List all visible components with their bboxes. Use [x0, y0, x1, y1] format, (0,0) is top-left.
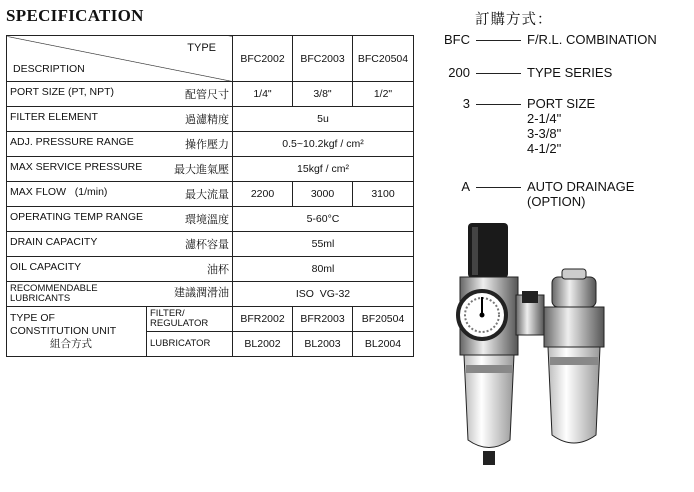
- row-label-en: [10, 284, 98, 304]
- ordering-code: 200: [448, 65, 470, 80]
- header-type-label: TYPE: [187, 42, 216, 54]
- model-header: BFC20504: [353, 36, 414, 82]
- filter-regulator-label: [147, 307, 233, 332]
- model-header: BFC2003: [293, 36, 353, 82]
- row-label-zh: 最大流量: [185, 189, 229, 201]
- row-label-en: MAX SERVICE PRESSURE: [10, 161, 143, 173]
- operating-temp-row: [7, 207, 414, 232]
- row-label-zh: 過濾精度: [185, 114, 229, 126]
- lubricants-row: [7, 282, 414, 307]
- ordering-line: 4-1/2": [527, 141, 562, 156]
- ordering-code: A: [461, 179, 470, 194]
- adj-pressure-row: [7, 132, 414, 157]
- port-size-row: [7, 82, 414, 107]
- header-row: [7, 36, 414, 82]
- ordering-desc: [527, 96, 595, 156]
- frl-unit-illustration: [448, 215, 628, 485]
- row-label-zh: 建議潤滑油: [174, 287, 229, 299]
- model-header: BFC2002: [233, 36, 293, 82]
- max-pressure-row: [7, 157, 414, 182]
- ordering-item: [440, 179, 634, 209]
- cell-value: BFR2002: [233, 307, 293, 332]
- filter-label-line1: FILTER/: [150, 308, 185, 319]
- constitution-line2: CONSTITUTION UNIT: [10, 325, 117, 337]
- cell-value: BL2002: [233, 332, 293, 357]
- drain-valve: [483, 451, 495, 465]
- cell-value: 3100: [353, 182, 414, 207]
- row-label-en: DRAIN CAPACITY: [10, 236, 98, 248]
- constitution-zh: 組合方式: [50, 338, 92, 350]
- row-label-en: FILTER ELEMENT: [10, 111, 98, 123]
- ordering-line: AUTO DRAINAGE: [527, 179, 635, 194]
- cell-value: 5u: [233, 107, 414, 132]
- lubricator-label: LUBRICATOR: [147, 332, 233, 357]
- cell-value: 3/8": [293, 82, 353, 107]
- row-label-en: ADJ. PRESSURE RANGE: [10, 136, 134, 148]
- cell-value: BFR2003: [293, 307, 353, 332]
- ordering-dash: [476, 40, 521, 41]
- header-description-label: DESCRIPTION: [13, 63, 85, 75]
- lubricator-body: [544, 307, 604, 347]
- cell-value: 80ml: [233, 257, 414, 282]
- constitution-label-cell: [7, 307, 147, 357]
- header-diagonal-cell: [7, 36, 233, 82]
- ordering-item: [440, 32, 657, 47]
- ordering-item: [440, 65, 612, 80]
- row-label-zh: 油杯: [207, 264, 229, 276]
- cell-value: 2200: [233, 182, 293, 207]
- cell-value: BL2003: [293, 332, 353, 357]
- row-label-en: MAX FLOW (1/min): [10, 186, 108, 198]
- ordering-dash: [476, 187, 521, 188]
- constitution-line1: TYPE OF: [10, 312, 55, 324]
- row-label-zh: 環境溫度: [185, 214, 229, 226]
- lubricants-line1: RECOMMENDABLE: [10, 283, 98, 294]
- ordering-dash: [476, 104, 521, 105]
- cell-value: 3000: [293, 182, 353, 207]
- cell-value: 1/4": [233, 82, 293, 107]
- drain-capacity-row: [7, 232, 414, 257]
- row-label-zh: 操作壓力: [185, 139, 229, 151]
- ordering-desc: [527, 179, 634, 209]
- ordering-line: TYPE SERIES: [527, 65, 613, 80]
- ordering-code: 3: [462, 96, 470, 111]
- cell-value: ISO VG-32: [233, 282, 414, 307]
- row-label-zh: 最大進氣壓: [174, 164, 229, 176]
- spec-table: [6, 35, 414, 357]
- ordering-line: (OPTION): [527, 194, 586, 209]
- row-label-en: OPERATING TEMP RANGE: [10, 211, 144, 223]
- ordering-title: 訂購方式：: [475, 12, 553, 28]
- lubricants-line2: LUBRICANTS: [10, 293, 71, 304]
- spec-title: SPECIFICATION: [6, 6, 144, 25]
- cell-value: 55ml: [233, 232, 414, 257]
- ordering-line: PORT SIZE: [527, 96, 596, 111]
- filter-element-row: [7, 107, 414, 132]
- row-label-zh: 濾杯容量: [185, 239, 229, 251]
- row-label-en: OIL CAPACITY: [10, 261, 82, 273]
- lubricator-cap: [552, 277, 596, 307]
- filter-label-line2: REGULATOR: [150, 318, 209, 329]
- ordering-dash: [476, 73, 521, 74]
- row-label-zh: 配管尺寸: [185, 89, 229, 101]
- ordering-line: F/R.L. COMBINATION: [527, 32, 657, 47]
- cell-value: BF20504: [353, 307, 414, 332]
- constitution-filter-row: [7, 307, 414, 332]
- cell-value: 15kgf / cm²: [233, 157, 414, 182]
- row-label-en: PORT SIZE (PT, NPT): [10, 86, 115, 98]
- ordering-section: [440, 8, 690, 218]
- ordering-line: 3-3/8": [527, 126, 562, 141]
- cell-value: 5-60°C: [233, 207, 414, 232]
- cell-value: BL2004: [353, 332, 414, 357]
- oil-capacity-row: [7, 257, 414, 282]
- cell-value: 1/2": [353, 82, 414, 107]
- ordering-line: 2-1/4": [527, 111, 562, 126]
- ordering-item: [440, 96, 595, 156]
- cell-value: 0.5~10.2kgf / cm²: [233, 132, 414, 157]
- ordering-code: BFC: [444, 32, 470, 47]
- ordering-desc: [527, 65, 612, 80]
- ordering-desc: [527, 32, 657, 47]
- max-flow-row: [7, 182, 414, 207]
